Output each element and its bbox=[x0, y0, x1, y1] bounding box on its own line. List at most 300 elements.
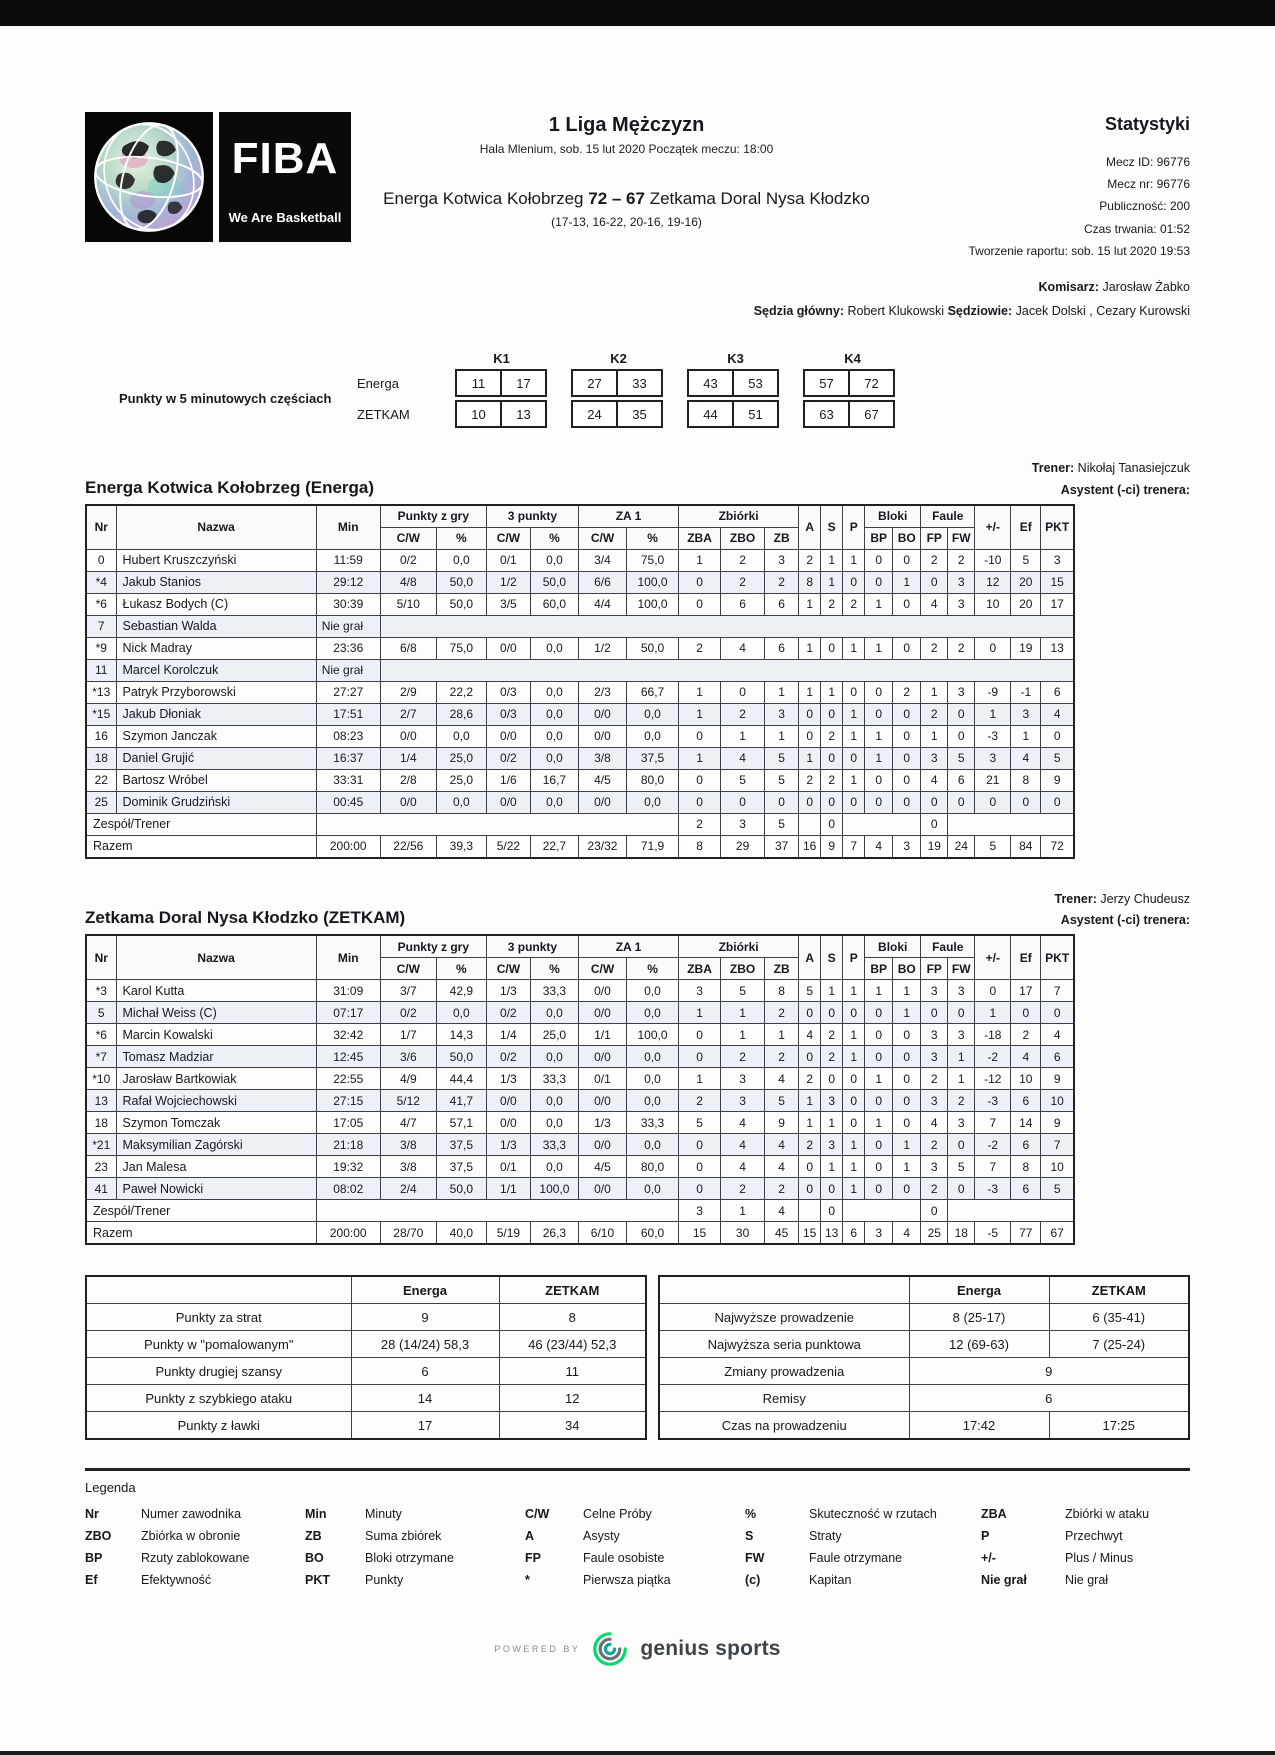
stat-cell: 4 bbox=[921, 1112, 948, 1134]
stat-cell: 0 bbox=[865, 791, 893, 813]
comparison-value-energa: 17 bbox=[351, 1412, 499, 1440]
stat-cell: 17 bbox=[1041, 593, 1074, 615]
player-row bbox=[86, 1024, 1074, 1046]
stat-cell: -3 bbox=[975, 1178, 1011, 1200]
stat-cell: 3 bbox=[1041, 549, 1074, 571]
player-row bbox=[86, 1134, 1074, 1156]
comparison-label: Punkty z ławki bbox=[86, 1412, 351, 1440]
col-header: C/W bbox=[380, 527, 436, 549]
stat-cell: 0 bbox=[865, 681, 893, 703]
player-row bbox=[86, 637, 1074, 659]
stat-cell: 0/0 bbox=[578, 1178, 626, 1200]
stat-cell: 0 bbox=[821, 703, 843, 725]
col-header: Ef bbox=[1011, 935, 1041, 980]
stat-cell: 0/1 bbox=[486, 1156, 530, 1178]
stat-cell: 5/12 bbox=[380, 1090, 436, 1112]
comparison-value-energa: 28 (14/24) 58,3 bbox=[351, 1331, 499, 1358]
stat-cell: 60,0 bbox=[627, 1222, 679, 1245]
quarter-period-label: K2 bbox=[610, 351, 627, 367]
stat-cell: 2 bbox=[921, 549, 948, 571]
player-number: 16 bbox=[86, 725, 116, 747]
quarter-score-box bbox=[455, 369, 547, 397]
quarter-points-label: Punkty w 5 minutowych częściach bbox=[119, 391, 332, 407]
legend-definition: Przechwyt bbox=[1065, 1529, 1123, 1544]
report-page bbox=[85, 26, 1190, 1587]
comparison-value-energa: 6 bbox=[351, 1358, 499, 1385]
col-group-header: Faule bbox=[921, 505, 975, 528]
stat-cell: 0,0 bbox=[627, 980, 679, 1002]
player-name: Marcin Kowalski bbox=[116, 1024, 316, 1046]
col-header: % bbox=[530, 527, 578, 549]
legend-definition: Bloki otrzymane bbox=[365, 1551, 454, 1566]
stat-cell: 1 bbox=[821, 980, 843, 1002]
stat-cell: -5 bbox=[975, 1222, 1011, 1245]
dnp-empty-cells bbox=[380, 615, 1074, 637]
stat-cell: 0/0 bbox=[380, 725, 436, 747]
stat-cell: 0 bbox=[1041, 1002, 1074, 1024]
quarter-score-cell: 53 bbox=[732, 371, 777, 395]
stat-cell: 13 bbox=[1041, 637, 1074, 659]
stat-cell: 4 bbox=[1041, 703, 1074, 725]
stat-cell: 25,0 bbox=[436, 747, 486, 769]
stat-cell: 0 bbox=[865, 1090, 893, 1112]
stat-cell: 0 bbox=[679, 571, 721, 593]
stat-cell: 2 bbox=[821, 1046, 843, 1068]
stat-cell: 0,0 bbox=[530, 1156, 578, 1178]
col-header: +/- bbox=[975, 935, 1011, 980]
stat-cell: 0 bbox=[821, 813, 843, 835]
stat-cell: 0 bbox=[799, 725, 821, 747]
quarter-score-cell: 43 bbox=[703, 375, 718, 391]
stat-cell: 9 bbox=[765, 1112, 799, 1134]
zetkam-stats-table bbox=[85, 934, 1075, 1245]
comparison-value-zetkam: 17:25 bbox=[1049, 1412, 1189, 1440]
legend-term: ZBO bbox=[85, 1529, 112, 1544]
stat-cell: 0,0 bbox=[627, 725, 679, 747]
quarter-scores-line: (17-13, 16-22, 20-16, 19-16) bbox=[551, 214, 702, 229]
col-group-header: Punkty z gry bbox=[380, 935, 486, 958]
stat-cell: 2 bbox=[921, 1178, 948, 1200]
stat-cell: 0 bbox=[799, 1178, 821, 1200]
stat-cell: -9 bbox=[975, 681, 1011, 703]
stat-cell: 10 bbox=[975, 593, 1011, 615]
minutes-cell: 32:42 bbox=[316, 1024, 380, 1046]
comparison-value-zetkam: 34 bbox=[499, 1412, 646, 1440]
stat-cell: 1 bbox=[721, 1024, 765, 1046]
meta-line: Tworzenie raportu: sob. 15 lut 2020 19:53 bbox=[968, 243, 1190, 258]
stat-cell: 4 bbox=[765, 1156, 799, 1178]
scan-artifact-bottom-bar bbox=[0, 1751, 1275, 1755]
stat-cell: 0 bbox=[893, 637, 921, 659]
legend-term: +/- bbox=[981, 1551, 996, 1566]
away-team-name: Zetkama Doral Nysa Kłodzko bbox=[649, 189, 870, 208]
stat-cell: 1 bbox=[865, 1112, 893, 1134]
stat-cell: 0 bbox=[865, 571, 893, 593]
quarter-score-cell: 24 bbox=[587, 406, 602, 422]
stat-cell: 0 bbox=[821, 1178, 843, 1200]
stat-cell: 0 bbox=[948, 703, 975, 725]
empty-corner-cell bbox=[659, 1276, 909, 1304]
quarter-score-box bbox=[687, 400, 779, 428]
stat-cell: 0,0 bbox=[530, 1002, 578, 1024]
col-group-header: 3 punkty bbox=[486, 505, 578, 528]
stat-cell: 2 bbox=[765, 1178, 799, 1200]
stat-cell: 33,3 bbox=[627, 1112, 679, 1134]
quarter-score-cell: 57 bbox=[819, 375, 834, 391]
competition-title: 1 Liga Mężczyzn bbox=[548, 114, 705, 136]
stat-cell: 1 bbox=[799, 637, 821, 659]
quarter-score-box bbox=[803, 369, 895, 397]
stat-cell: 2 bbox=[821, 725, 843, 747]
stat-cell: 0,0 bbox=[436, 1002, 486, 1024]
stat-cell: 0/2 bbox=[380, 1002, 436, 1024]
stat-cell: 4 bbox=[893, 1222, 921, 1245]
comparison-label: Najwyższe prowadzenie bbox=[659, 1304, 909, 1331]
stat-cell: 2 bbox=[721, 1046, 765, 1068]
player-name: Michał Weiss (C) bbox=[116, 1002, 316, 1024]
legend-definition: Asysty bbox=[583, 1529, 620, 1544]
stat-cell: 37,5 bbox=[436, 1156, 486, 1178]
stat-cell: 1 bbox=[893, 1002, 921, 1024]
player-row bbox=[86, 980, 1074, 1002]
stat-cell: 0,0 bbox=[530, 703, 578, 725]
player-name: Patryk Przyborowski bbox=[116, 681, 316, 703]
col-header: ZBA bbox=[679, 958, 721, 980]
stat-cell: 1/1 bbox=[486, 1178, 530, 1200]
stat-cell: 0/0 bbox=[578, 1046, 626, 1068]
stat-cell: 39,3 bbox=[436, 835, 486, 858]
comparison-row bbox=[659, 1331, 1189, 1358]
stat-cell: 80,0 bbox=[627, 769, 679, 791]
stat-cell: 1 bbox=[975, 1002, 1011, 1024]
stat-cell: 14,3 bbox=[436, 1024, 486, 1046]
comparison-row bbox=[659, 1385, 1189, 1412]
stat-cell: 3 bbox=[921, 747, 948, 769]
stat-cell: 6 bbox=[1011, 1090, 1041, 1112]
quarter-score-cell: 35 bbox=[616, 402, 661, 426]
minutes-cell: 12:45 bbox=[316, 1046, 380, 1068]
stat-cell: 1/3 bbox=[486, 1134, 530, 1156]
stat-cell: 6 bbox=[1011, 1134, 1041, 1156]
stat-cell: 26,3 bbox=[530, 1222, 578, 1245]
match-header bbox=[351, 112, 902, 262]
stat-cell: 1 bbox=[679, 1002, 721, 1024]
stat-cell: 0/3 bbox=[486, 703, 530, 725]
minutes-cell: 21:18 bbox=[316, 1134, 380, 1156]
stat-cell: 18 bbox=[948, 1222, 975, 1245]
stat-cell: 0/1 bbox=[486, 549, 530, 571]
legend-term: Nr bbox=[85, 1507, 99, 1522]
stat-cell: 6 bbox=[1041, 1046, 1074, 1068]
stat-cell: 2 bbox=[948, 1090, 975, 1112]
stat-cell: 100,0 bbox=[627, 1024, 679, 1046]
stat-cell: 1 bbox=[865, 593, 893, 615]
stat-cell: 0,0 bbox=[530, 747, 578, 769]
stat-cell: 2 bbox=[1011, 1024, 1041, 1046]
stat-cell: 6 bbox=[948, 769, 975, 791]
player-name: Szymon Janczak bbox=[116, 725, 316, 747]
player-name: Maksymilian Zagórski bbox=[116, 1134, 316, 1156]
col-header: Nazwa bbox=[116, 935, 316, 980]
col-header: PKT bbox=[1041, 505, 1074, 550]
player-row bbox=[86, 549, 1074, 571]
stat-cell: 0 bbox=[948, 1134, 975, 1156]
stat-cell: 7 bbox=[1041, 980, 1074, 1002]
stat-cell: 3 bbox=[948, 571, 975, 593]
stat-cell: 10 bbox=[1041, 1156, 1074, 1178]
stat-cell: 1 bbox=[1011, 725, 1041, 747]
comparison-label: Czas na prowadzeniu bbox=[659, 1412, 909, 1440]
stat-cell: 3 bbox=[679, 980, 721, 1002]
player-name: Daniel Grujić bbox=[116, 747, 316, 769]
stat-cell: 0/0 bbox=[486, 725, 530, 747]
stat-cell: 0/0 bbox=[578, 1002, 626, 1024]
stat-cell: 1 bbox=[893, 1156, 921, 1178]
player-number: 22 bbox=[86, 769, 116, 791]
stat-cell: 0 bbox=[893, 703, 921, 725]
referees-line bbox=[85, 300, 1190, 324]
stat-cell: 0/2 bbox=[486, 1002, 530, 1024]
stat-cell: 0 bbox=[799, 703, 821, 725]
stat-cell: 4 bbox=[765, 1134, 799, 1156]
stat-cell: 50,0 bbox=[436, 1046, 486, 1068]
stat-cell: -2 bbox=[975, 1134, 1011, 1156]
dnp-label: Nie grał bbox=[316, 659, 380, 681]
legend-term: FW bbox=[745, 1551, 765, 1566]
stat-cell: 6/10 bbox=[578, 1222, 626, 1245]
stat-cell: 2/4 bbox=[380, 1178, 436, 1200]
minutes-cell: 16:37 bbox=[316, 747, 380, 769]
minutes-cell: 33:31 bbox=[316, 769, 380, 791]
stat-cell: 0,0 bbox=[627, 1002, 679, 1024]
comparison-shared-value: 9 bbox=[909, 1358, 1189, 1385]
stat-cell: 20 bbox=[1011, 593, 1041, 615]
team-section-zetkam bbox=[85, 889, 1190, 1246]
col-group-header: Punkty z gry bbox=[380, 505, 486, 528]
stat-cell: 100,0 bbox=[627, 571, 679, 593]
stat-cell: 0,0 bbox=[530, 791, 578, 813]
stat-cell: 3 bbox=[975, 747, 1011, 769]
stat-cell bbox=[948, 813, 1074, 835]
stat-cell: 33,3 bbox=[530, 980, 578, 1002]
stat-cell: 50,0 bbox=[436, 571, 486, 593]
stat-cell: 3 bbox=[948, 681, 975, 703]
quarter-score-cell: 11 bbox=[471, 375, 486, 391]
stat-cell: 5 bbox=[721, 769, 765, 791]
player-number: *6 bbox=[86, 1024, 116, 1046]
stat-cell: 0/0 bbox=[486, 1090, 530, 1112]
stat-cell: 5 bbox=[975, 835, 1011, 858]
player-name: Rafał Wojciechowski bbox=[116, 1090, 316, 1112]
stat-cell: 3/7 bbox=[380, 980, 436, 1002]
comparison-row bbox=[86, 1412, 646, 1440]
col-header: ZBA bbox=[679, 527, 721, 549]
stat-cell: 57,1 bbox=[436, 1112, 486, 1134]
player-row bbox=[86, 681, 1074, 703]
stat-cell: 0 bbox=[1041, 725, 1074, 747]
stat-cell: 2 bbox=[721, 549, 765, 571]
stat-cell: 7 bbox=[975, 1156, 1011, 1178]
stat-cell: 0 bbox=[893, 549, 921, 571]
stat-cell: 1 bbox=[865, 980, 893, 1002]
legend-section bbox=[85, 1468, 1190, 1587]
quarter-score-cell: 72 bbox=[848, 371, 893, 395]
stat-cell: 0 bbox=[679, 1178, 721, 1200]
stat-cell: 2 bbox=[765, 1002, 799, 1024]
legend-definition: Plus / Minus bbox=[1065, 1551, 1134, 1566]
stat-cell: 0 bbox=[721, 791, 765, 813]
stat-cell: 0 bbox=[865, 703, 893, 725]
meta-line: Mecz nr: 96776 bbox=[1107, 177, 1190, 192]
stat-cell: 0 bbox=[921, 1200, 948, 1222]
col-header: C/W bbox=[578, 527, 626, 549]
stat-cell: 4 bbox=[765, 1068, 799, 1090]
stat-cell: 2 bbox=[679, 637, 721, 659]
stat-cell: 8 bbox=[1011, 769, 1041, 791]
minutes-cell: 07:17 bbox=[316, 1002, 380, 1024]
stat-cell bbox=[843, 1200, 921, 1222]
stat-cell: 19 bbox=[921, 835, 948, 858]
stat-cell: 0 bbox=[975, 980, 1011, 1002]
col-header: FW bbox=[948, 527, 975, 549]
stat-cell: 0 bbox=[893, 1024, 921, 1046]
stat-cell: 80,0 bbox=[627, 1156, 679, 1178]
col-header: P bbox=[843, 935, 865, 980]
col-header: S bbox=[821, 505, 843, 550]
comparison-label: Punkty za strat bbox=[86, 1304, 351, 1331]
stat-cell: 1 bbox=[765, 681, 799, 703]
stat-cell: 0 bbox=[843, 791, 865, 813]
stat-cell: 4 bbox=[1011, 747, 1041, 769]
team-title: Zetkama Doral Nysa Kłodzko (ZETKAM) bbox=[85, 908, 406, 928]
stat-cell: 4 bbox=[865, 835, 893, 858]
stat-cell: 9 bbox=[1041, 1112, 1074, 1134]
stat-cell: 0 bbox=[865, 1178, 893, 1200]
stat-cell: 21 bbox=[975, 769, 1011, 791]
stat-cell: 0 bbox=[1011, 1002, 1041, 1024]
stat-cell: 1 bbox=[821, 1156, 843, 1178]
stat-cell: 4 bbox=[799, 1024, 821, 1046]
stat-cell: 9 bbox=[1041, 1068, 1074, 1090]
player-name: Bartosz Wróbel bbox=[116, 769, 316, 791]
stat-cell: 0/0 bbox=[578, 725, 626, 747]
player-name: Jan Malesa bbox=[116, 1156, 316, 1178]
commissioner-label: Komisarz: bbox=[1038, 279, 1099, 294]
stat-cell: 3 bbox=[679, 1200, 721, 1222]
stat-cell: 1 bbox=[843, 703, 865, 725]
legend-definition: Rzuty zablokowane bbox=[141, 1551, 250, 1566]
stat-cell: 5/22 bbox=[486, 835, 530, 858]
stat-cell: 0/0 bbox=[578, 791, 626, 813]
col-group-header: Faule bbox=[921, 935, 975, 958]
stat-cell: 2/3 bbox=[578, 681, 626, 703]
stat-cell: 0,0 bbox=[436, 791, 486, 813]
stat-cell: 1 bbox=[799, 1090, 821, 1112]
stat-cell: 5 bbox=[1041, 1178, 1074, 1200]
stat-cell: 3 bbox=[893, 835, 921, 858]
genius-sports-logo-icon bbox=[592, 1631, 628, 1667]
quarter-score-cell: 13 bbox=[500, 402, 545, 426]
stat-cell: 2 bbox=[843, 593, 865, 615]
stat-cell: 4 bbox=[921, 769, 948, 791]
stat-cell bbox=[316, 813, 678, 835]
stat-cell: 0,0 bbox=[530, 681, 578, 703]
legend-definition: Numer zawodnika bbox=[141, 1507, 242, 1522]
col-header: Nazwa bbox=[116, 505, 316, 550]
minutes-cell: 23:36 bbox=[316, 637, 380, 659]
stat-cell: 3 bbox=[948, 1112, 975, 1134]
comparison-label: Punkty w "pomalowanym" bbox=[86, 1331, 351, 1358]
stat-cell: 0 bbox=[1011, 791, 1041, 813]
stat-cell: 3/8 bbox=[380, 1134, 436, 1156]
player-row bbox=[86, 1046, 1074, 1068]
stat-cell: 50,0 bbox=[436, 593, 486, 615]
stat-cell: 0 bbox=[948, 791, 975, 813]
stat-cell: 0,0 bbox=[627, 1134, 679, 1156]
col-group-header: Zbiórki bbox=[679, 505, 799, 528]
stat-cell: 3/8 bbox=[380, 1156, 436, 1178]
comparison-value-zetkam: 12 bbox=[499, 1385, 646, 1412]
stat-cell: -2 bbox=[975, 1046, 1011, 1068]
stat-cell: 0 bbox=[865, 1156, 893, 1178]
comparison-row bbox=[86, 1331, 646, 1358]
stat-cell: 1 bbox=[679, 681, 721, 703]
quarter-score-box bbox=[571, 400, 663, 428]
stat-cell: 1 bbox=[679, 1068, 721, 1090]
stat-cell: 1 bbox=[843, 637, 865, 659]
stat-cell: 5 bbox=[1011, 549, 1041, 571]
stat-cell: 2 bbox=[721, 703, 765, 725]
player-row bbox=[86, 1156, 1074, 1178]
stat-cell: 1 bbox=[821, 571, 843, 593]
stat-cell: 3 bbox=[821, 1134, 843, 1156]
stat-cell: 0 bbox=[921, 791, 948, 813]
comparison-row bbox=[659, 1358, 1189, 1385]
legend-definition: Celne Próby bbox=[583, 1507, 652, 1522]
team-head bbox=[85, 889, 1190, 932]
stat-cell: 1 bbox=[843, 1156, 865, 1178]
stat-cell: 84 bbox=[1011, 835, 1041, 858]
col-header: % bbox=[436, 958, 486, 980]
stat-cell: 4 bbox=[721, 637, 765, 659]
stat-cell: 0/0 bbox=[578, 703, 626, 725]
col-header: Ef bbox=[1011, 505, 1041, 550]
minutes-cell: 11:59 bbox=[316, 549, 380, 571]
col-header: ZBO bbox=[721, 527, 765, 549]
stat-cell: 1 bbox=[865, 747, 893, 769]
stat-cell: 0 bbox=[921, 813, 948, 835]
totals-minutes: 200:00 bbox=[316, 1222, 380, 1245]
quarter-score-cell: 63 bbox=[819, 406, 834, 422]
stat-cell: -1 bbox=[1011, 681, 1041, 703]
legend-term: Ef bbox=[85, 1573, 98, 1588]
stat-cell: 1 bbox=[843, 980, 865, 1002]
empty-corner-cell bbox=[86, 1276, 351, 1304]
stat-cell: 0 bbox=[843, 1090, 865, 1112]
stat-cell: 6 bbox=[765, 593, 799, 615]
legend-term: A bbox=[525, 1529, 535, 1544]
stat-cell: 4 bbox=[721, 747, 765, 769]
stat-cell: 3/8 bbox=[578, 747, 626, 769]
points-comparison-table bbox=[85, 1275, 647, 1440]
stat-cell: 30 bbox=[721, 1222, 765, 1245]
player-row bbox=[86, 703, 1074, 725]
stat-cell bbox=[843, 813, 921, 835]
stat-cell: 0 bbox=[893, 791, 921, 813]
stat-cell: 3 bbox=[821, 1090, 843, 1112]
stat-cell: 3 bbox=[921, 1024, 948, 1046]
stat-cell: 42,9 bbox=[436, 980, 486, 1002]
